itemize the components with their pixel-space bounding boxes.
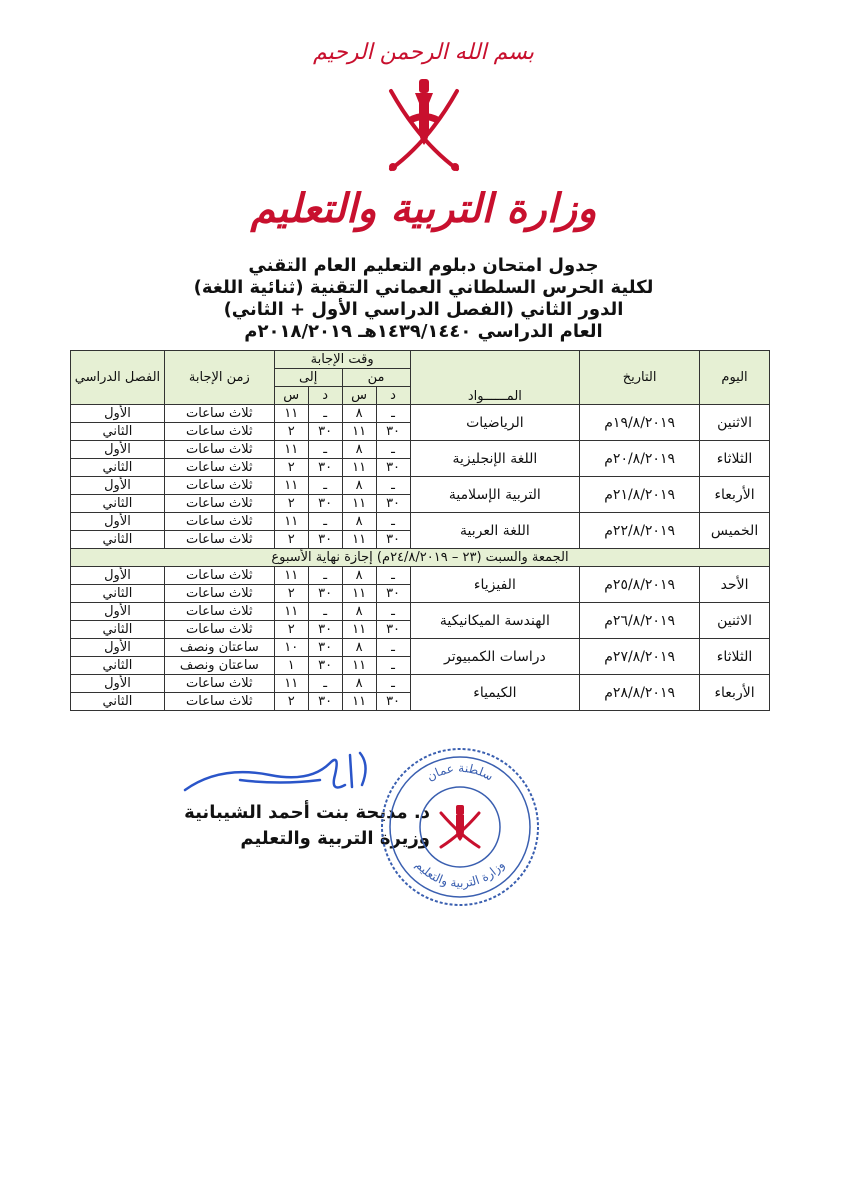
subject-cell: الهندسة الميكانيكية	[410, 603, 580, 639]
duration-cell: ثلاث ساعات	[164, 693, 274, 711]
duration-cell: ثلاث ساعات	[164, 567, 274, 585]
duration-cell: ثلاث ساعات	[164, 603, 274, 621]
from-hour-cell: ١١	[342, 621, 376, 639]
table-row	[71, 675, 770, 693]
from-hour-cell: ٨	[342, 567, 376, 585]
day-cell: الثلاثاء	[700, 441, 770, 477]
date-cell: ١٩/٨/٢٠١٩م	[580, 405, 700, 441]
signer-name: د. مديحة بنت أحمد الشيبانية	[184, 802, 430, 823]
semester-cell: الأول	[71, 405, 165, 423]
document-titles	[0, 255, 847, 343]
letterhead	[0, 40, 847, 232]
header-to-hour: س	[274, 387, 308, 405]
from-minute-cell: ـ	[376, 513, 410, 531]
from-minute-cell: ـ	[376, 675, 410, 693]
to-minute-cell: ٣٠	[308, 585, 342, 603]
to-hour-cell: ١١	[274, 477, 308, 495]
semester-cell: الأول	[71, 477, 165, 495]
schedule-body-week2	[71, 567, 770, 711]
duration-cell: ثلاث ساعات	[164, 459, 274, 477]
subject-cell: الكيمياء	[410, 675, 580, 711]
ministry-name: وزارة التربية والتعليم	[250, 185, 597, 232]
from-hour-cell: ١١	[342, 459, 376, 477]
date-cell: ٢٠/٨/٢٠١٩م	[580, 441, 700, 477]
title-line-2: لكلية الحرس السلطاني العماني التقنية (ثنائية اللغة)	[193, 277, 654, 298]
table-row	[71, 477, 770, 495]
to-minute-cell: ٣٠	[308, 657, 342, 675]
semester-cell: الأول	[71, 675, 165, 693]
from-minute-cell: ٣٠	[376, 495, 410, 513]
to-minute-cell: ـ	[308, 675, 342, 693]
semester-cell: الثاني	[71, 531, 165, 549]
duration-cell: ثلاث ساعات	[164, 531, 274, 549]
duration-cell: ثلاث ساعات	[164, 585, 274, 603]
to-hour-cell: ١	[274, 657, 308, 675]
to-minute-cell: ـ	[308, 603, 342, 621]
title-line-3: الدور الثاني (الفصل الدراسي الأول + الثاني)	[223, 299, 624, 320]
semester-cell: الثاني	[71, 495, 165, 513]
from-minute-cell: ٣٠	[376, 459, 410, 477]
from-minute-cell: ٣٠	[376, 531, 410, 549]
to-minute-cell: ـ	[308, 513, 342, 531]
to-hour-cell: ١٠	[274, 639, 308, 657]
subject-cell: الرياضيات	[410, 405, 580, 441]
from-minute-cell: ٣٠	[376, 693, 410, 711]
header-duration: زمن الإجابة	[164, 351, 274, 405]
table-row	[71, 639, 770, 657]
semester-cell: الثاني	[71, 459, 165, 477]
to-hour-cell: ٢	[274, 495, 308, 513]
header-from: من	[342, 369, 410, 387]
day-cell: الاثنين	[700, 603, 770, 639]
semester-cell: الأول	[71, 513, 165, 531]
semester-cell: الأول	[71, 441, 165, 459]
table-row	[71, 513, 770, 531]
to-hour-cell: ٢	[274, 531, 308, 549]
signer-title: وزيرة التربية والتعليم	[240, 828, 430, 849]
duration-cell: ثلاث ساعات	[164, 513, 274, 531]
date-cell: ٢٥/٨/٢٠١٩م	[580, 567, 700, 603]
table-row	[71, 567, 770, 585]
subject-cell: الفيزياء	[410, 567, 580, 603]
duration-cell: ثلاث ساعات	[164, 495, 274, 513]
header-from-minute: د	[376, 387, 410, 405]
schedule-body-week1	[71, 405, 770, 549]
duration-cell: ثلاث ساعات	[164, 423, 274, 441]
to-minute-cell: ـ	[308, 567, 342, 585]
exam-schedule-table	[70, 350, 770, 711]
to-hour-cell: ٢	[274, 693, 308, 711]
from-hour-cell: ٨	[342, 603, 376, 621]
to-hour-cell: ١١	[274, 603, 308, 621]
day-cell: الخميس	[700, 513, 770, 549]
to-minute-cell: ـ	[308, 441, 342, 459]
to-minute-cell: ـ	[308, 405, 342, 423]
to-hour-cell: ١١	[274, 405, 308, 423]
day-cell: الأربعاء	[700, 477, 770, 513]
to-minute-cell: ٣٠	[308, 531, 342, 549]
semester-cell: الأول	[71, 603, 165, 621]
to-minute-cell: ٣٠	[308, 693, 342, 711]
from-minute-cell: ـ	[376, 639, 410, 657]
duration-cell: ساعتان ونصف	[164, 639, 274, 657]
semester-cell: الثاني	[71, 585, 165, 603]
to-hour-cell: ٢	[274, 585, 308, 603]
subject-cell: دراسات الكمبيوتر	[410, 639, 580, 675]
from-hour-cell: ١١	[342, 495, 376, 513]
day-cell: الاثنين	[700, 405, 770, 441]
from-minute-cell: ـ	[376, 567, 410, 585]
from-hour-cell: ٨	[342, 405, 376, 423]
from-minute-cell: ـ	[376, 603, 410, 621]
to-minute-cell: ـ	[308, 477, 342, 495]
header-date: التاريخ	[580, 351, 700, 405]
to-minute-cell: ٣٠	[308, 639, 342, 657]
from-minute-cell: ٣٠	[376, 585, 410, 603]
signature-block	[0, 745, 847, 915]
duration-cell: ثلاث ساعات	[164, 477, 274, 495]
to-hour-cell: ٢	[274, 423, 308, 441]
semester-cell: الأول	[71, 639, 165, 657]
title-line-1: جدول امتحان دبلوم التعليم العام التقني	[248, 255, 599, 276]
from-hour-cell: ٨	[342, 513, 376, 531]
semester-cell: الأول	[71, 567, 165, 585]
table-row	[71, 405, 770, 423]
duration-cell: ثلاث ساعات	[164, 621, 274, 639]
date-cell: ٢١/٨/٢٠١٩م	[580, 477, 700, 513]
from-hour-cell: ١١	[342, 657, 376, 675]
from-hour-cell: ١١	[342, 585, 376, 603]
semester-cell: الثاني	[71, 657, 165, 675]
from-hour-cell: ١١	[342, 531, 376, 549]
weekend-note: الجمعة والسبت (٢٣ – ٢٤/٨/٢٠١٩م) إجازة نهاية الأسبوع	[71, 549, 770, 567]
table-row	[71, 441, 770, 459]
title-line-4: العام الدراسي ١٤٣٩/١٤٤٠هـ ٢٠١٨/٢٠١٩م	[244, 321, 603, 342]
from-minute-cell: ـ	[376, 441, 410, 459]
header-answer-time: وقت الإجابة	[274, 351, 410, 369]
day-cell: الأحد	[700, 567, 770, 603]
table-row	[71, 603, 770, 621]
from-hour-cell: ١١	[342, 693, 376, 711]
date-cell: ٢٨/٨/٢٠١٩م	[580, 675, 700, 711]
date-cell: ٢٦/٨/٢٠١٩م	[580, 603, 700, 639]
stamp-bottom-text: وزارة التربية والتعليم	[412, 857, 508, 891]
to-hour-cell: ١١	[274, 441, 308, 459]
from-hour-cell: ٨	[342, 441, 376, 459]
header-to: إلى	[274, 369, 342, 387]
to-minute-cell: ٣٠	[308, 495, 342, 513]
day-cell: الأربعاء	[700, 675, 770, 711]
from-minute-cell: ـ	[376, 405, 410, 423]
header-from-hour: س	[342, 387, 376, 405]
semester-cell: الثاني	[71, 423, 165, 441]
day-cell: الثلاثاء	[700, 639, 770, 675]
subject-cell: التربية الإسلامية	[410, 477, 580, 513]
to-minute-cell: ٣٠	[308, 621, 342, 639]
from-minute-cell: ٣٠	[376, 621, 410, 639]
basmala: بسم الله الرحمن الرحيم	[312, 40, 535, 65]
stamp-top-text: سلطنة عمان	[424, 760, 496, 784]
handwritten-signature	[180, 745, 380, 805]
from-hour-cell: ١١	[342, 423, 376, 441]
date-cell: ٢٧/٨/٢٠١٩م	[580, 639, 700, 675]
to-minute-cell: ٣٠	[308, 459, 342, 477]
duration-cell: ثلاث ساعات	[164, 405, 274, 423]
from-hour-cell: ٨	[342, 675, 376, 693]
to-hour-cell: ٢	[274, 621, 308, 639]
subject-cell: اللغة الإنجليزية	[410, 441, 580, 477]
header-subject: المــــــواد	[410, 351, 580, 405]
duration-cell: ثلاث ساعات	[164, 675, 274, 693]
to-hour-cell: ١١	[274, 675, 308, 693]
to-hour-cell: ١١	[274, 567, 308, 585]
duration-cell: ثلاث ساعات	[164, 441, 274, 459]
to-minute-cell: ٣٠	[308, 423, 342, 441]
semester-cell: الثاني	[71, 621, 165, 639]
header-to-minute: د	[308, 387, 342, 405]
duration-cell: ساعتان ونصف	[164, 657, 274, 675]
from-minute-cell: ـ	[376, 657, 410, 675]
from-minute-cell: ـ	[376, 477, 410, 495]
from-minute-cell: ٣٠	[376, 423, 410, 441]
from-hour-cell: ٨	[342, 477, 376, 495]
header-day: اليوم	[700, 351, 770, 405]
oman-emblem-icon	[379, 71, 469, 181]
official-stamp	[375, 745, 545, 910]
from-hour-cell: ٨	[342, 639, 376, 657]
subject-cell: اللغة العربية	[410, 513, 580, 549]
semester-cell: الثاني	[71, 693, 165, 711]
date-cell: ٢٢/٨/٢٠١٩م	[580, 513, 700, 549]
to-hour-cell: ١١	[274, 513, 308, 531]
to-hour-cell: ٢	[274, 459, 308, 477]
header-semester: الفصل الدراسي	[71, 351, 165, 405]
